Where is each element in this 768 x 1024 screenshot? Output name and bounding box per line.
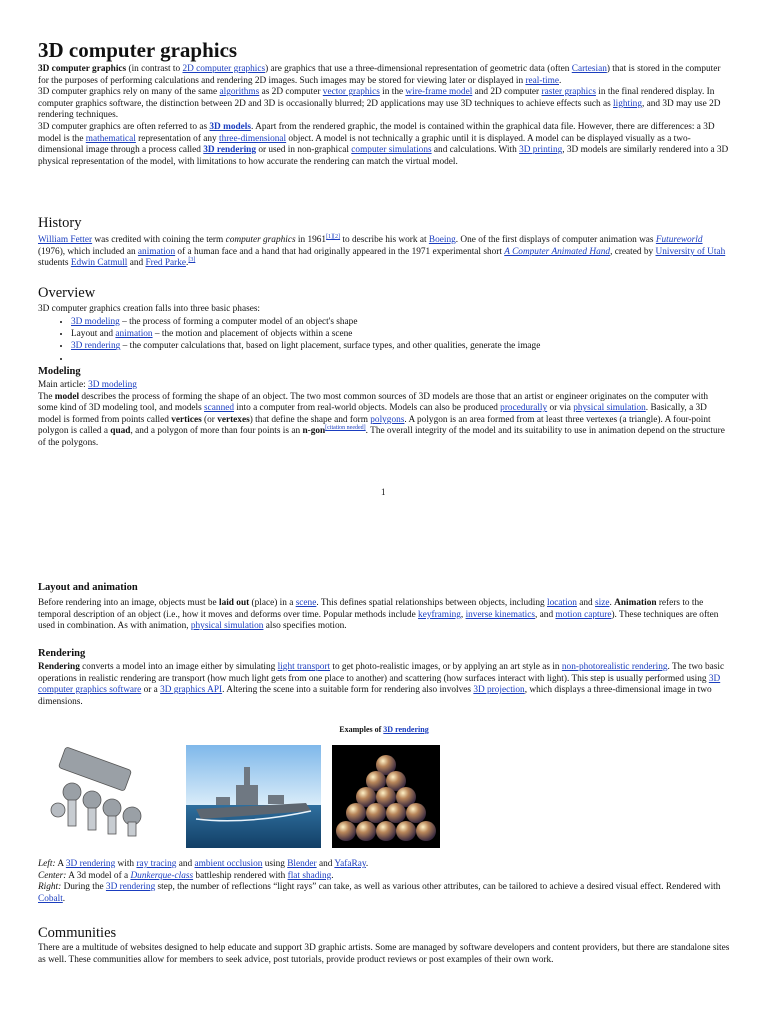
bold-term: 3D computer graphics — [38, 64, 127, 74]
link[interactable]: raster graphics — [541, 87, 596, 98]
layout-paragraph: Before rendering into an image, objects must be laid out (place) in a scene. This defines spatial relationships between objects, including location and size. Animation refers to the temporal description of an object (i.e., how it moves and deforms over time. Popular methods include keyframing, inverse kinematics, and motion capture). These techniques are often used in combination. As with animation, physical simulation also specifies motion. — [38, 598, 719, 632]
link[interactable]: three-dimensional — [218, 133, 287, 144]
citation-link[interactable]: [citation needed] — [325, 425, 366, 432]
link[interactable]: keyframing — [418, 609, 461, 620]
link[interactable]: algorithms — [219, 87, 260, 98]
rendering-section — [38, 662, 730, 708]
link[interactable]: 3D rendering — [65, 859, 116, 869]
link[interactable]: 2D computer graphics — [182, 64, 266, 74]
link[interactable]: mathematical — [85, 133, 136, 144]
link[interactable]: wire-frame model — [405, 87, 473, 98]
citation-link[interactable]: [1][2] — [326, 233, 341, 240]
link[interactable]: scanned — [204, 403, 234, 414]
layout-heading: Layout and animation — [38, 582, 138, 593]
list-item: • 3D rendering – the computer calculations that, based on light placement, surface types, and other qualities, generate the image — [71, 340, 730, 352]
link[interactable]: 3D modeling — [71, 316, 120, 327]
list-item: • Layout and animation – the motion and placement of objects within a scene — [71, 328, 730, 340]
main-article-note: Main article: 3D modeling — [38, 380, 137, 390]
list-item: • 3D modeling – the process of forming a computer model of an object's shape — [71, 316, 730, 328]
link[interactable]: ambient occlusion — [194, 859, 263, 869]
battleship-render-image — [186, 745, 321, 848]
link[interactable]: 3D rendering — [71, 341, 121, 352]
link[interactable]: motion capture — [555, 609, 612, 620]
link[interactable]: Edwin Catmull — [70, 258, 128, 269]
link[interactable]: Boeing — [428, 235, 456, 245]
caption-right: Right: During the 3D rendering step, the number of reflections “light rays” can take, as well as various other attributes, can be tailored to achieve a desired visual effect. Rendered with Cobalt. — [38, 882, 721, 904]
modeling-heading: Modeling — [38, 366, 81, 377]
history-section — [38, 235, 730, 270]
link[interactable]: 3D modeling — [88, 380, 137, 390]
link[interactable]: Futureworld — [655, 235, 703, 245]
link[interactable]: scene — [295, 598, 317, 608]
page-number: 1 — [381, 487, 386, 497]
link[interactable]: Dunkerque-class — [130, 870, 194, 881]
link[interactable]: 3D printing — [519, 145, 563, 156]
citation-link[interactable]: [3] — [188, 257, 196, 264]
link[interactable]: 3D graphics API — [160, 685, 223, 696]
link[interactable]: animation — [115, 329, 153, 339]
modeling-section — [38, 380, 730, 450]
link[interactable]: animation — [137, 246, 176, 257]
link[interactable]: ray tracing — [136, 859, 177, 869]
communities-paragraph: There are a multitude of websites designed to help educate and support 3D graphic artists. Some are managed by software developers and content providers, but there are standalone sites as well. These communities allow for members to seek advice, post tutorials, provide product reviews or post examples of their own work. — [38, 943, 730, 965]
link[interactable]: physical simulation — [573, 403, 646, 414]
communities-section — [38, 943, 730, 966]
intro-section — [38, 64, 730, 168]
link[interactable]: light transport — [277, 662, 331, 672]
link[interactable]: 3D projection — [473, 685, 525, 696]
link[interactable]: 3D rendering — [383, 725, 429, 734]
page-title: 3D computer graphics — [38, 38, 238, 62]
link[interactable]: 3D computer graphics software — [38, 673, 721, 696]
link[interactable]: University of Utah — [655, 246, 726, 257]
overview-section — [38, 304, 730, 365]
examples-title: Examples of 3D rendering — [339, 725, 429, 734]
link[interactable]: location — [547, 598, 577, 608]
link[interactable]: flat shading — [287, 870, 332, 881]
overview-heading: Overview — [38, 285, 96, 301]
list-item-empty — [71, 353, 730, 365]
phases-list — [38, 316, 730, 366]
modeling-paragraph: The model describes the process of forming the shape of an object. The two most common sources of 3D models are those that an artist or engineer originates on the computer with some kind of 3D modeling tool, and models scanned into a computer from real-world objects. Models can also be produced procedurally or via physical simulation. Basically, a 3D model is formed from points called vertices (or vertexes) that define the shape and form polygons. A polygon is an area formed from at least three vertexes (a triangle). A four-point polygon is called a quad, and a polygon of more than four points is an n-gon[citation needed]. The overall integrity of the model and its suitability to use in animation depend on the structure of the polygons. — [38, 391, 725, 448]
link[interactable]: 3D rendering — [203, 145, 257, 156]
link[interactable]: real-time — [525, 75, 559, 86]
link[interactable]: procedurally — [500, 403, 548, 414]
link[interactable]: 3D rendering — [105, 882, 156, 893]
history-heading: History — [38, 215, 82, 231]
link[interactable]: Fred Parke — [145, 258, 186, 269]
communities-heading: Communities — [38, 925, 117, 941]
intro-paragraph-1: 3D computer graphics (in contrast to 2D computer graphics) are graphics that use a three-dimensional representation of geometric data (often Cartesian) that is stored in the computer for the purposes of performing calculations and rendering 2D images. Such images may be stored for viewing later or displayed in real-time. — [38, 64, 721, 86]
layout-section — [38, 598, 730, 633]
link[interactable]: YafaRay — [334, 859, 366, 869]
link[interactable]: computer simulations — [351, 145, 432, 156]
link[interactable]: lighting — [613, 98, 642, 109]
link[interactable]: Cobalt — [38, 893, 63, 904]
link[interactable]: polygons — [370, 414, 405, 425]
intro-paragraph-3: 3D computer graphics are often referred to as 3D models. Apart from the rendered graphic, the model is contained within the graphical data file. However, there are differences: a 3D model is the mathematical representation of any three-dimensional object. A model is not technically a graphic until it is displayed. A model can be displayed visually as a two-dimensional image through a process called 3D rendering or used in non-graphical computer simulations and calculations. With 3D printing, 3D models are similarly rendered into a 3D physical representation of the model, with limitations to how accurate the rendering can match the virtual model. — [38, 121, 729, 167]
link[interactable]: Cartesian — [571, 64, 607, 74]
link[interactable]: 3D models — [209, 121, 251, 132]
link[interactable]: size — [595, 598, 610, 608]
link[interactable]: A Computer Animated Hand — [504, 246, 611, 257]
history-paragraph: William Fetter was credited with coining the term computer graphics in 1961[1][2] to describe his work at Boeing. One of the first displays of computer animation was Futureworld (1976), which included an animation of a human face and a hand that had originally appeared in the 1971 experimental short A Computer Animated Hand, created by University of Utah students Edwin Catmull and Fred Parke.[3] — [38, 233, 726, 269]
rendering-paragraph: Rendering converts a model into an image either by simulating light transport to get photo-realistic images, or by applying an art style as in non-photorealistic rendering. The two basic operations in realistic rendering are transport (how much light gets from one place to another) and scattering (how surfaces interact with light). This step is usually performed using 3D computer graphics software or a 3D graphics API. Altering the scene into a suitable form for rendering also involves 3D projection, which displays a three-dimensional image in two dimensions. — [38, 662, 725, 707]
link[interactable]: physical simulation — [190, 621, 264, 632]
link[interactable]: inverse kinematics — [465, 609, 536, 620]
link[interactable]: Blender — [287, 859, 317, 869]
caption-center: Center: A 3d model of a Dunkerque-class battleship rendered with flat shading. — [38, 870, 334, 881]
intro-paragraph-2: 3D computer graphics rely on many of the same algorithms as 2D computer vector graphics in the wire-frame model and 2D computer raster graphics in the final rendered display. In computer graphics software, the distinction between 2D and 3D is occasionally blurred; 2D applications may use 3D techniques to achieve effects such as lighting, and 3D may use 2D rendering techniques. — [38, 87, 721, 121]
engine-render-image — [40, 740, 170, 840]
spheres-render-image — [332, 745, 440, 848]
link[interactable]: William Fetter — [38, 235, 93, 245]
rendering-heading: Rendering — [38, 648, 86, 659]
overview-lead: 3D computer graphics creation falls into three basic phases: — [38, 304, 261, 314]
caption-left: Left: A 3D rendering with ray tracing and ambient occlusion using Blender and YafaRay. — [38, 859, 369, 869]
link[interactable]: vector graphics — [322, 87, 380, 98]
link[interactable]: non-photorealistic rendering — [561, 662, 668, 672]
captions — [38, 859, 730, 905]
